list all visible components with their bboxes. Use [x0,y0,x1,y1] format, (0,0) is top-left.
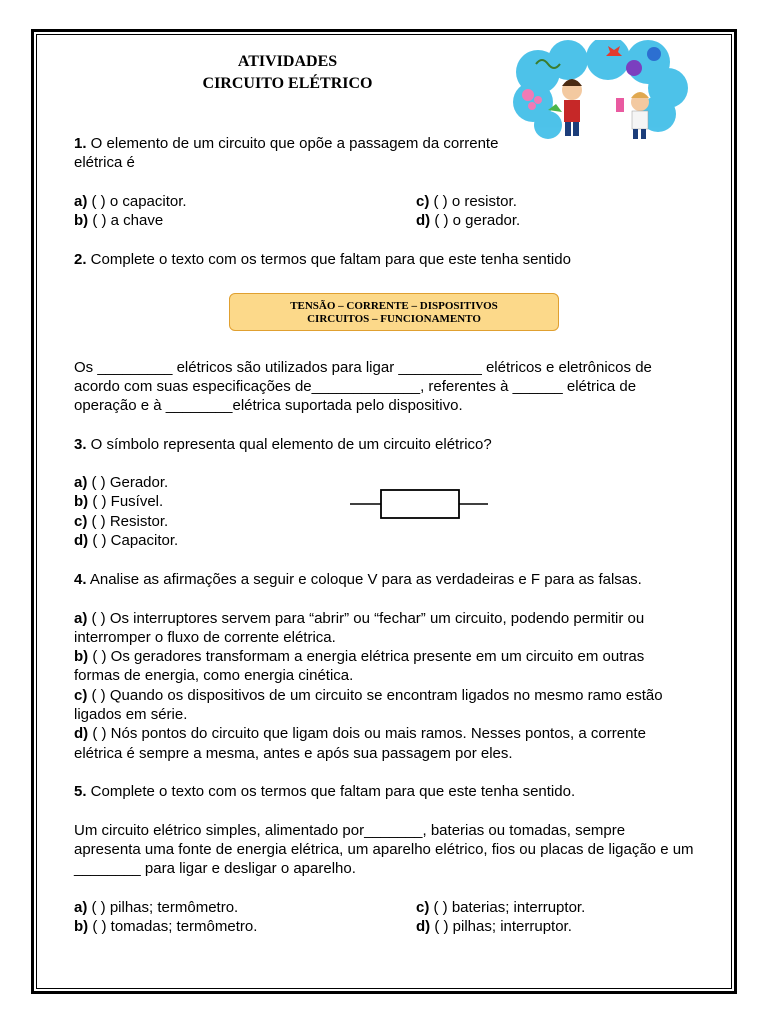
q3-prompt-text: O símbolo representa qual elemento de um circuito elétrico? [86,436,492,453]
q5-option-b[interactable] [74,917,257,937]
q5-text-line3: ________ para ligar e desligar o aparelho. [74,860,356,877]
q3-option-d[interactable] [74,531,178,551]
q5-text-line1: Um circuito elétrico simples, alimentado por_______, baterias ou tomadas, sempre [74,822,626,839]
q1-option-b[interactable] [74,211,163,231]
q4-prompt [74,570,642,590]
q4-item-d-text: ( ) Nós pontos do circuito que ligam dois ou mais ramos. Nesses pontos, a corrente [88,725,646,742]
q1-text-line2: elétrica é [74,154,135,171]
q4-item-d-line2: elétrica é sempre a mesma, antes e após sua passagem por eles. [74,745,513,762]
q1-option-c-text: ( ) o resistor. [429,193,517,210]
q1-option-d[interactable] [416,211,520,231]
page-title: ATIVIDADES [237,53,338,70]
q4-item-b-letter: b) [74,648,89,665]
word-bank-line2: CIRCUITOS – FUNCIONAMENTO [307,313,481,325]
q3-option-c-letter: c) [74,513,88,530]
q5-option-a[interactable] [74,898,238,918]
q2-prompt [74,250,571,270]
q4-item-d-line1[interactable] [74,724,646,744]
q5-option-a-letter: a) [74,899,88,916]
q2-text-line2: acordo com suas especificações de_____________, referentes à ______ elétrica de [74,378,637,395]
q4-item-c-line2: ligados em série. [74,706,188,723]
q4-item-c-letter: c) [74,687,88,704]
q1-number: 1. [74,135,87,152]
q3-option-a-letter: a) [74,474,88,491]
q1-option-a-text: ( ) o capacitor. [87,193,187,210]
q3-option-b-text: ( ) Fusível. [88,493,164,510]
q2-prompt-text: Complete o texto com os termos que faltam para que este tenha sentido [86,251,571,268]
q3-option-c[interactable] [74,512,168,532]
q4-item-d-letter: d) [74,725,89,742]
q4-item-b-line2: formas de energia, como energia cinética. [74,667,354,684]
q1-option-a[interactable] [74,192,187,212]
q1-option-b-text: ( ) a chave [88,212,164,229]
resistor-symbol-icon [350,487,490,523]
q5-option-c[interactable] [416,898,585,918]
q5-number: 5. [74,783,87,800]
q5-option-d-text: ( ) pilhas; interruptor. [430,918,572,935]
q5-prompt [74,782,575,802]
q1-option-d-letter: d) [416,212,431,229]
q4-item-c-line1[interactable] [74,686,663,706]
q4-number: 4. [74,571,87,588]
word-bank-line1: TENSÃO – CORRENTE – DISPOSITIVOS [290,300,498,312]
q3-option-a[interactable] [74,473,168,493]
q2-number: 2. [74,251,87,268]
q4-item-b-line1[interactable] [74,647,644,667]
q4-item-a-line1[interactable] [74,609,644,629]
q2-text-line1: Os _________ elétricos são utilizados para ligar __________ elétricos e eletrônicos de [74,359,652,376]
q5-option-c-letter: c) [416,899,430,916]
q5-option-c-text: ( ) baterias; interruptor. [429,899,586,916]
q5-text-line2: apresenta uma fonte de energia elétrica, um aparelho elétrico, fios ou placas de ligação e um [74,841,694,858]
q4-item-a-text: ( ) Os interruptores servem para “abrir” ou “fechar” um circuito, podendo permitir ou [87,610,645,627]
q4-item-a-line2: interromper o fluxo de corrente elétrica. [74,629,336,646]
q5-option-d[interactable] [416,917,572,937]
q1-option-c-letter: c) [416,193,430,210]
word-bank-box [229,293,559,331]
q1-text-line1: O elemento de um circuito que opõe a passagem da corrente [86,135,499,152]
q5-option-a-text: ( ) pilhas; termômetro. [87,899,239,916]
q5-option-d-letter: d) [416,918,431,935]
q3-option-c-text: ( ) Resistor. [87,513,169,530]
q4-item-b-text: ( ) Os geradores transformam a energia elétrica presente em um circuito em outras [88,648,645,665]
science-kids-illustration [508,40,690,142]
q5-prompt-text: Complete o texto com os termos que faltam para que este tenha sentido. [86,783,576,800]
q5-option-b-text: ( ) tomadas; termômetro. [88,918,258,935]
q3-prompt [74,435,492,455]
page-subtitle: CIRCUITO ELÉTRICO [202,75,373,92]
q2-text-line3: operação e à ________elétrica suportada pelo dispositivo. [74,397,463,414]
q3-option-d-letter: d) [74,532,89,549]
q1-prompt [74,134,498,154]
q1-option-c[interactable] [416,192,517,212]
q3-number: 3. [74,436,87,453]
q5-option-b-letter: b) [74,918,89,935]
q4-item-c-text: ( ) Quando os dispositivos de um circuito se encontram ligados no mesmo ramo estão [87,687,663,704]
q3-option-d-text: ( ) Capacitor. [88,532,179,549]
q3-option-b[interactable] [74,492,163,512]
q3-option-b-letter: b) [74,493,89,510]
q1-option-a-letter: a) [74,193,88,210]
q3-option-a-text: ( ) Gerador. [87,474,169,491]
q4-prompt-text: Analise as afirmações a seguir e coloque V para as verdadeiras e F para as falsas. [86,571,642,588]
q1-option-b-letter: b) [74,212,89,229]
q4-item-a-letter: a) [74,610,88,627]
q1-option-d-text: ( ) o gerador. [430,212,521,229]
